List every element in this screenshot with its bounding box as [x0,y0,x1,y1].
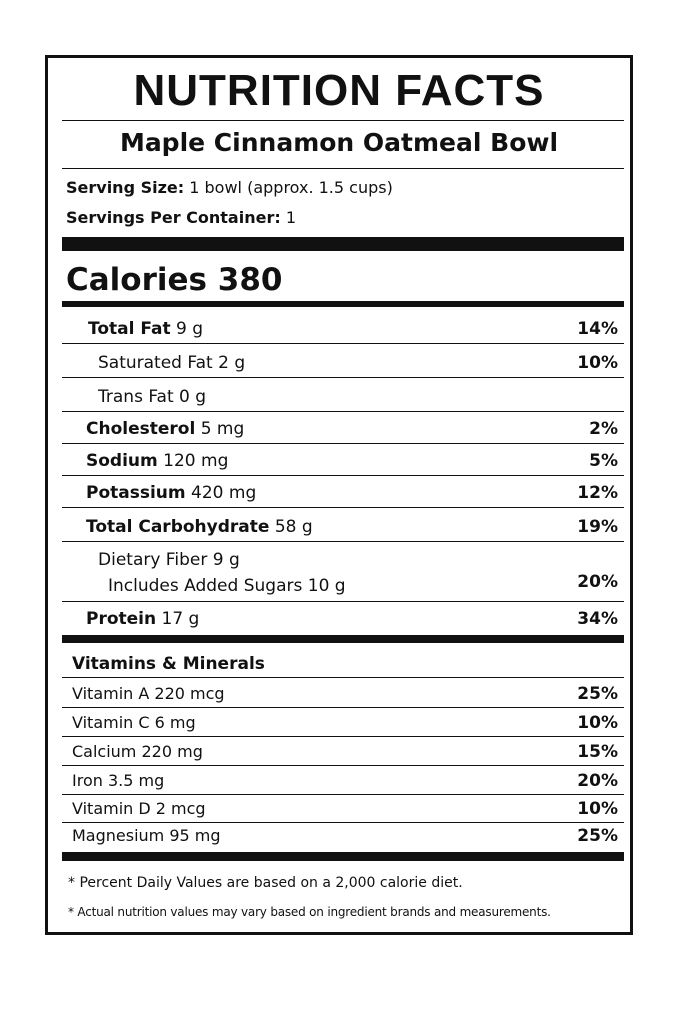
nutrient-name: Protein [86,609,157,629]
thick-divider [62,237,624,251]
nutrient-dv: 5% [589,451,618,471]
nutrient-dv: 14% [577,319,618,339]
nutrient-row [62,348,624,378]
divider [62,677,624,678]
nutrient-name: Trans Fat [98,387,174,407]
nutrient-dv: 10% [577,353,618,373]
vitamin-name: Iron 3.5 mg [72,771,165,790]
footnote: * Actual nutrition values may vary based on ingredient brands and measurements. [68,905,551,919]
thick-divider [62,635,624,643]
nutrient-row [62,414,624,444]
nutrient-dv: 34% [577,609,618,629]
vitamin-row [62,795,624,823]
nutrient-name: Saturated Fat [98,353,213,373]
nutrient-row [62,478,624,508]
nutrient-row [62,446,624,476]
calories-value: 380 [217,262,283,298]
nutrient-row [62,546,624,602]
divider [62,168,624,169]
nutrient-row [62,604,624,634]
vitamin-dv: 25% [577,826,618,846]
nutrient-dv: 20% [577,572,618,592]
nutrient-amount: 9 g [175,319,203,339]
vitamin-name: Vitamin A 220 mcg [72,684,225,703]
vitamin-dv: 20% [577,771,618,791]
vitamin-dv: 10% [577,713,618,733]
thick-divider [62,301,624,307]
nutrient-name: Potassium [86,483,186,503]
vitamin-dv: 25% [577,684,618,704]
nutrient-amount: 420 mg [191,483,257,503]
servings-per-container-value: 1 [280,208,297,227]
vitamin-name: Vitamin D 2 mcg [72,799,206,818]
nutrient-dv: 19% [577,517,618,537]
footnote: * Percent Daily Values are based on a 2,000 calorie diet. [68,875,463,891]
serving-size-label: Serving Size: [66,178,185,197]
vitamin-name: Magnesium 95 mg [72,826,221,845]
calories-label: Calories [66,262,207,298]
vitamin-row [62,738,624,766]
nutrient-name: Dietary Fiber [98,550,208,570]
vitamins-heading: Vitamins & Minerals [72,654,265,674]
serving-size [66,178,393,197]
vitamin-name: Vitamin C 6 mg [72,713,196,732]
label-title: NUTRITION FACTS [133,66,545,115]
nutrient-amount: 0 g [179,387,207,407]
nutrient-amount: 17 g [161,609,200,629]
nutrient-amount: 2 g [218,353,246,373]
nutrient-name: Includes Added Sugars [108,576,303,596]
vitamin-dv: 15% [577,742,618,762]
nutrient-dv: 2% [589,419,618,439]
nutrient-row [62,512,624,542]
vitamin-row [62,680,624,708]
nutrient-row [62,382,624,412]
servings-per-container-label: Servings Per Container: [66,208,281,227]
vitamin-name: Calcium 220 mg [72,742,203,761]
nutrient-amount: 120 mg [163,451,229,471]
nutrient-name: Sodium [86,451,158,471]
divider [62,120,624,121]
vitamin-row [62,767,624,795]
nutrient-row [62,314,624,344]
vitamin-row [62,822,624,850]
calories [66,262,283,298]
nutrient-amount: 5 mg [200,419,245,439]
nutrient-amount: 9 g [212,550,240,570]
nutrient-dv: 12% [577,483,618,503]
nutrient-amount: 58 g [274,517,313,537]
vitamin-dv: 10% [577,799,618,819]
servings-per-container [66,208,296,227]
product-name: Maple Cinnamon Oatmeal Bowl [119,128,559,157]
nutrient-name: Total Carbohydrate [86,517,270,537]
thick-divider [62,852,624,861]
nutrient-name: Cholesterol [86,419,196,439]
serving-size-value: 1 bowl (approx. 1.5 cups) [184,178,393,197]
nutrient-name: Total Fat [88,319,171,339]
vitamin-row [62,709,624,737]
nutrient-amount: 10 g [307,576,346,596]
nutrition-label [45,55,633,935]
